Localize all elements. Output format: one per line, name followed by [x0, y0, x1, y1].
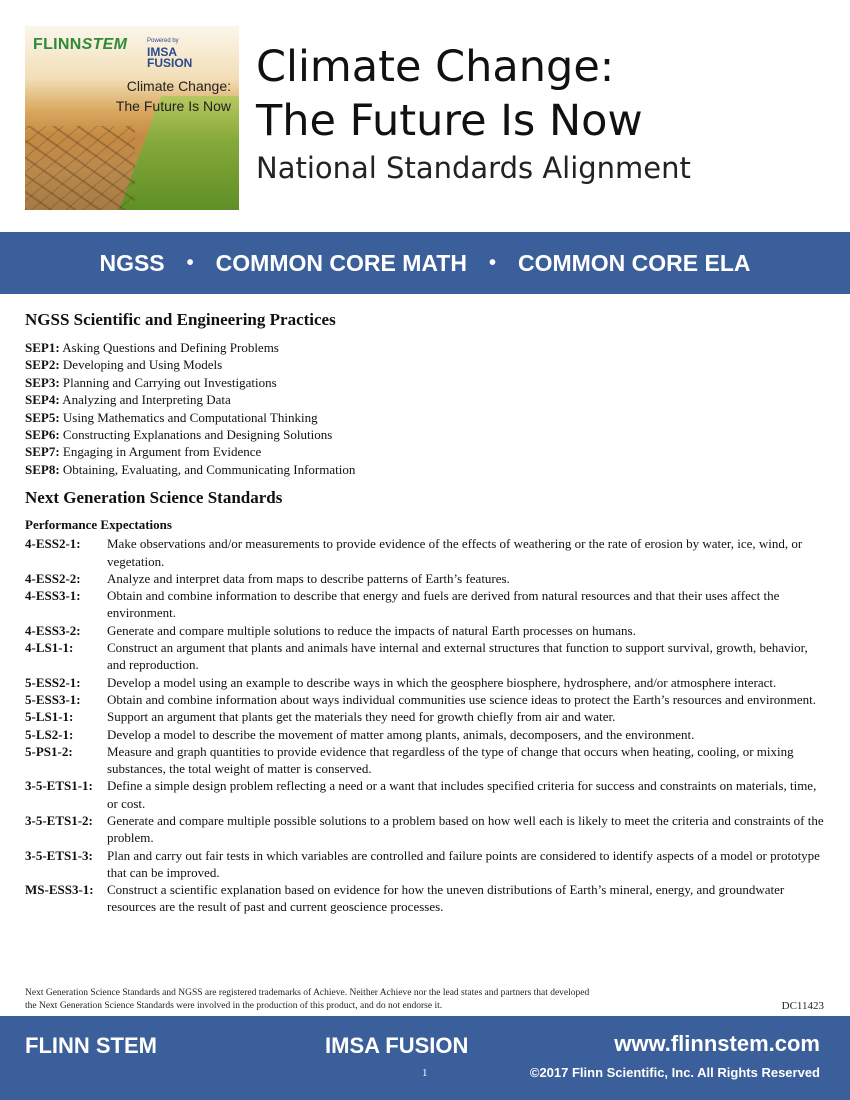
practice-item: SEP1: Asking Questions and Defining Problems — [25, 340, 279, 355]
cover-title: Climate Change: The Future Is Now — [115, 78, 231, 114]
page-header — [0, 0, 850, 232]
practice-item: SEP7: Engaging in Argument from Evidence — [25, 444, 262, 460]
ngss-heading: Next Generation Science Standards — [25, 488, 283, 508]
practice-item: SEP4: Analyzing and Interpreting Data — [25, 392, 231, 408]
pe-row: 4-ESS2-2: Analyze and interpret data from maps to describe patterns of Earth’s features. — [25, 570, 510, 586]
document-code: DC11423 — [781, 1000, 824, 1012]
page-footer — [0, 1016, 850, 1100]
pe-row: 5-LS2-1: Develop a model to describe the movement of matter among plants, animals, decomposers, and the environment. — [25, 726, 695, 742]
practice-item: SEP5: Using Mathematics and Computational Thinking — [25, 409, 318, 425]
pe-row: 3-5-ETS1-1: Define a simple design problem reflecting a need or a want that includes specified criteria for success and constraints on materials, time, or cost. — [25, 778, 817, 811]
banner-ngss: NGSS — [99, 249, 165, 276]
practice-item: SEP3: Planning and Carrying out Investigations — [25, 374, 277, 390]
pe-row: 5-LS1-1: Support an argument that plants get the materials they need for growth chiefly from air and water. — [25, 709, 616, 725]
cover-image — [25, 26, 239, 210]
main-content — [25, 310, 825, 916]
pe-row: 4-LS1-1: Construct an argument that plants and animals have internal and external structures that function to support survival, growth, behavior, and reproduction. — [25, 640, 808, 673]
footer-flinn-stem: FLINN STEM — [25, 1033, 157, 1058]
cracked-earth-graphic — [25, 126, 135, 210]
pe-row: 5-PS1-2: Measure and graph quantities to provide evidence that regardless of the type of change that occurs when heating, cooling, or mixing substances, the total weight of matter is conserved. — [25, 743, 794, 777]
page-number: 1 — [422, 1067, 428, 1079]
page-subtitle: National Standards Alignment — [256, 151, 691, 185]
pe-row: 5-ESS3-1: Obtain and combine information about ways individual communities use science ideas to protect the Earth’s resources and environment. — [25, 691, 817, 707]
standards-banner — [0, 232, 850, 294]
pe-row: 4-ESS3-1: Obtain and combine information to describe that energy and fuels are derived from natural resources and that their uses affect the environment. — [25, 588, 780, 621]
pe-row: 3-5-ETS1-2: Generate and compare multiple possible solutions to a problem based on how well each is likely to meet the criteria and constraints of the problem. — [25, 813, 824, 846]
banner-separator: • — [186, 251, 194, 274]
pe-row: 3-5-ETS1-3: Plan and carry out fair tests in which variables are controlled and failure points are considered to identify aspects of a model or prototype that can be improved. — [25, 847, 820, 880]
banner-common-core-ela: COMMON CORE ELA — [517, 249, 751, 276]
practices-heading: NGSS Scientific and Engineering Practices — [25, 310, 336, 329]
performance-expectations-list — [25, 535, 825, 916]
practice-item: SEP2: Developing and Using Models — [25, 357, 223, 373]
page-title: Climate Change: The Future Is Now — [256, 42, 643, 146]
banner-separator: • — [488, 251, 496, 274]
pe-row: 5-ESS2-1: Develop a model using an example to describe ways in which the geosphere biosphere, hydrosphere, and/or atmosphere interact. — [25, 674, 777, 690]
imsa-fusion-logo: Powered by IMSA FUSION — [147, 38, 193, 70]
banner-common-core-math: COMMON CORE MATH — [215, 249, 467, 276]
performance-expectations-heading: Performance Expectations — [25, 517, 172, 533]
practice-item: SEP8: Obtaining, Evaluating, and Communicating Information — [25, 461, 356, 477]
footer-imsa-fusion: IMSA FUSION — [325, 1033, 469, 1058]
pe-row: 4-ESS2-1: Make observations and/or measurements to provide evidence of the effects of weathering or the rate of erosion by water, ice, wind, or vegetation. — [25, 536, 803, 569]
trademark-footnote: Next Generation Science Standards and NGSS are registered trademarks of Achieve. Neither Achieve nor the lead states and partners that developed the Next Generation Science Standards were involved in the production of this product, and do not endorse it. — [25, 988, 590, 1011]
practices-list — [25, 339, 825, 478]
pe-row: 4-ESS3-2: Generate and compare multiple solutions to reduce the impacts of natural Earth processes on humans. — [25, 622, 636, 638]
flinn-stem-logo: FLINNSTEM — [33, 36, 128, 53]
pe-row: MS-ESS3-1: Construct a scientific explanation based on evidence for how the uneven distributions of Earth’s mineral, energy, and groundwater resources are the result of past and current geoscience processes. — [25, 882, 785, 915]
copyright-notice: ©2017 Flinn Scientific, Inc. All Rights Reserved — [529, 1065, 820, 1080]
practice-item: SEP6: Constructing Explanations and Designing Solutions — [25, 427, 333, 443]
footer-website-link[interactable]: www.flinnstem.com — [614, 1031, 820, 1056]
